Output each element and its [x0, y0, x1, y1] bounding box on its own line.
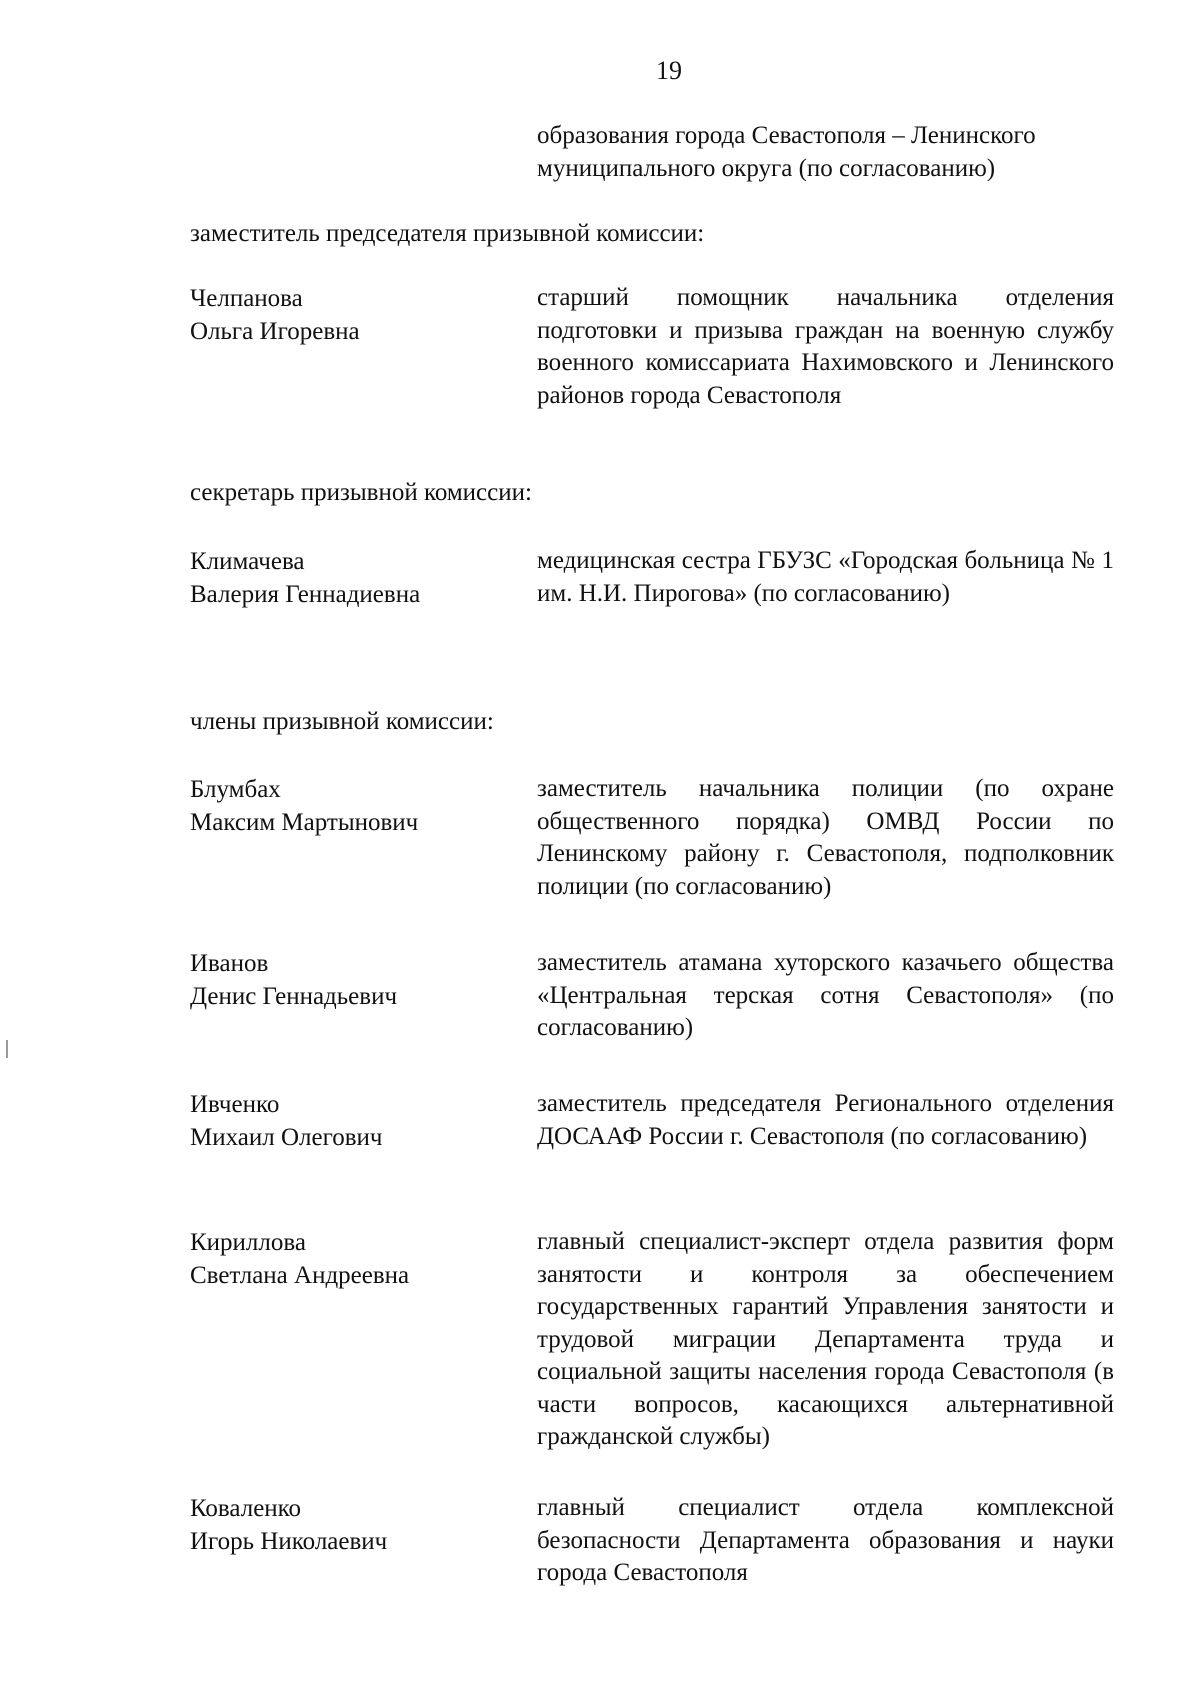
- member-name: [190, 947, 520, 1013]
- member-name: [190, 1492, 520, 1558]
- member-role: главный специалист отдела комплексной безопасности Департамента образования и науки города Севастополя: [537, 1494, 1114, 1586]
- page-number: 19: [656, 56, 682, 85]
- member-surname: Ивченко: [190, 1091, 280, 1118]
- member-name: [190, 773, 520, 839]
- member-surname: Челпанова: [190, 285, 303, 312]
- member-surname: Иванов: [190, 950, 269, 977]
- intro-line: муниципального округа (по согласованию): [537, 155, 996, 182]
- member-name: [190, 1088, 520, 1154]
- member-name: [190, 1226, 520, 1292]
- intro-line: образования города Севастополя – Ленинского: [537, 122, 1036, 149]
- member-surname: Коваленко: [190, 1495, 302, 1522]
- member-given-name: Игорь Николаевич: [190, 1528, 388, 1555]
- member-surname: Климачева: [190, 548, 305, 575]
- section-heading-secretary: секретарь призывной комиссии:: [190, 479, 532, 506]
- member-role: главный специалист-эксперт отдела развития форм занятости и контроля за обеспечением государственных гарантий Управления занятости и трудовой миграции Департамента труда и социальной защиты населения города Севастополя (в части вопросов, касающихся альтернативной гражданской службы): [537, 1228, 1114, 1450]
- member-given-name: Валерия Геннадиевна: [190, 581, 421, 608]
- member-role: заместитель атамана хуторского казачьего общества «Центральная терская сотня Севастополя» (по согласованию): [537, 949, 1114, 1041]
- section-heading-deputy: заместитель председателя призывной комиссии:: [190, 220, 705, 247]
- member-given-name: Светлана Андреевна: [190, 1262, 410, 1289]
- scan-artifact-mark: [6, 1040, 8, 1058]
- section-heading-members: члены призывной комиссии:: [190, 708, 494, 735]
- member-role: заместитель председателя Регионального отделения ДОСААФ России г. Севастополя (по согласованию): [537, 1090, 1114, 1150]
- member-role: старший помощник начальника отделения подготовки и призыва граждан на военную службу военного комиссариата Нахимовского и Ленинского районов города Севастополя: [537, 284, 1114, 409]
- member-given-name: Ольга Игоревна: [190, 318, 360, 345]
- member-surname: Кириллова: [190, 1229, 306, 1256]
- member-role: медицинская сестра ГБУЗС «Городская больница № 1 им. Н.И. Пирогова» (по согласованию): [537, 547, 1114, 607]
- member-given-name: Денис Геннадьевич: [190, 983, 398, 1010]
- member-surname: Блумбах: [190, 776, 281, 803]
- member-given-name: Максим Мартынович: [190, 809, 419, 836]
- member-name: [190, 545, 520, 611]
- member-role: заместитель начальника полиции (по охране общественного порядка) ОМВД России по Ленинскому району г. Севастополя, подполковник полиции (по согласованию): [537, 775, 1114, 900]
- member-given-name: Михаил Олегович: [190, 1124, 383, 1151]
- member-name: [190, 282, 520, 348]
